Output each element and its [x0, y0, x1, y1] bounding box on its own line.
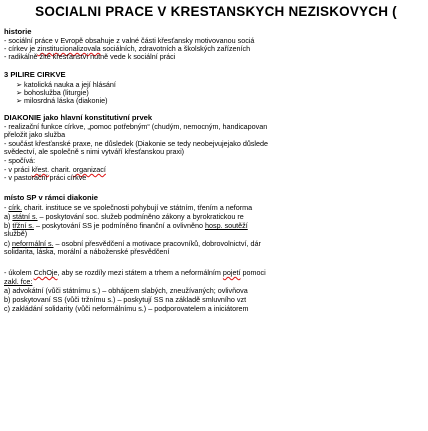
- text-fragment: – osobní přesvědčení a motivace pracovníků, dobrovolnictví, dár: [53, 239, 261, 248]
- text-fragment: sociálních, zdravotních a školských zařízeních: [100, 44, 251, 53]
- misspelled-word: zinstitucionalizovala: [37, 44, 101, 53]
- underlined-word: státní s.: [12, 212, 38, 221]
- misto-line-2: [4, 213, 244, 221]
- misto-line-3: [4, 222, 248, 230]
- diakonie-line-7: - v pastorační práci církve: [4, 173, 87, 182]
- misto-line-1: [4, 204, 252, 212]
- historie-line-1: - sociální práce v Evropě obsahuje z valné části křesťansky motivovanou sociá: [4, 36, 255, 45]
- underlined-word: třžní s.: [12, 221, 34, 230]
- diakonie-line-4: svědectví, ale společně s nimi vytváří křesťanskou praxi): [4, 147, 185, 156]
- text-fragment: – poskytování soc. služeb podmíněno zákony a byrokratickou re: [37, 212, 244, 221]
- text-fragment: – poskytování SS je podmíněno finanční a ovlivněno: [33, 221, 205, 230]
- misspelled-word: pojetí: [222, 268, 241, 277]
- text-fragment: pomoci: [240, 268, 266, 277]
- section-heading-historie: historie: [4, 27, 32, 36]
- section-heading-pilire: 3 PILIRE CIRKVE: [4, 70, 66, 79]
- text-fragment: a): [4, 212, 13, 221]
- ukolem-line-2: [4, 278, 32, 286]
- historie-line-3: - radikálně žité křesťanství nutně vede k sociální práci: [4, 52, 176, 61]
- underlined-word: hosp. soutěží: [204, 221, 248, 230]
- text-fragment: c): [4, 239, 12, 248]
- diakonie-line-1: - realizační funkce církve, „pomoc potřebným“ (chudým, nemocným, handicapovan: [4, 122, 268, 131]
- underlined-word: neformální s.: [11, 239, 54, 248]
- misto-line-4: službě): [4, 229, 28, 238]
- pilire-item-1: ➢ katolická nauka a její hlásání: [16, 80, 116, 89]
- section-heading-misto: místo SP v rámci diakonie: [4, 193, 98, 202]
- text-fragment: -: [4, 203, 9, 212]
- text-fragment: - úkolem: [4, 268, 34, 277]
- misto-line-6: solidarita, láska, morální a náboženské přesvědčení: [4, 247, 170, 256]
- section-heading-diakonie: DIAKONIE jako hlavní konstitutivní prvek: [4, 113, 153, 122]
- text-fragment: - církev je: [4, 44, 38, 53]
- diakonie-line-2: přeložit jako služba: [4, 130, 66, 139]
- ukolem-line-3: a) advokátní (vůči státnímu s.) – obhájcem slabých, zneužívaných; ovlivňova: [4, 286, 248, 295]
- underlined-word: zakl. fce:: [4, 277, 33, 286]
- underlined-word: círk.: [8, 203, 22, 212]
- ukolem-line-1: [4, 269, 266, 277]
- diakonie-line-3: - součást křesťanské praxe, ne důsledek (Diakonie se tedy neobejvujejako důslede: [4, 139, 268, 148]
- misspelled-word: křest.: [31, 165, 50, 174]
- misspelled-word: organizací: [72, 165, 106, 174]
- ukolem-line-4: b) poskytovaní SS (vůči tržnímu s.) – poskytují SS na základě smluvního vzt: [4, 295, 247, 304]
- page-title: SOCIALNI PRACE V KRESTANSKYCH NEZISKOVYCH (: [35, 4, 397, 19]
- ukolem-line-5: c) zakládání solidarity (vůči neformálnímu s.) – podporovatelem a iniciátorem: [4, 304, 249, 313]
- pilire-item-2: ➢ bohoslužba (liturgie): [16, 88, 89, 97]
- text-fragment: , aby se rozdíly mezi státem a trhem a neformálním: [57, 268, 223, 277]
- text-fragment: b): [4, 221, 13, 230]
- pilire-item-3: ➢ milosrdná láska (diakonie): [16, 96, 108, 105]
- diakonie-line-5: - spočívá:: [4, 156, 36, 165]
- text-fragment: charit. instituce se ve společnosti pohybují ve státním, třením a neforma: [21, 203, 253, 212]
- text-fragment: charit.: [49, 165, 73, 174]
- misspelled-word: CchOje: [33, 268, 58, 277]
- text-fragment: - v práci: [4, 165, 32, 174]
